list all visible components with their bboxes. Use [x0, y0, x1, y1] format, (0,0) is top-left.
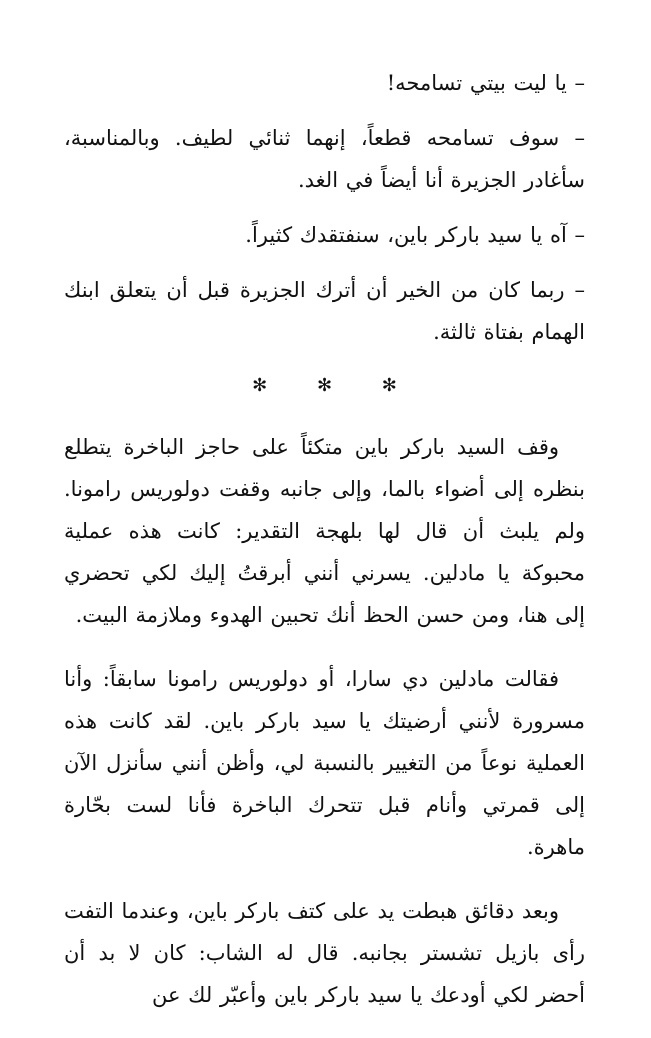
dialogue-line: – آه يا سيد باركر باين، سنفتقدك كثيراً. [245, 223, 585, 247]
dialogue-line: – سوف تسامحه قطعاً، إنهما ثنائي لطيف. وبالمناسبة، سأغادر الجزيرة أنا أيضاً في الغد. [64, 126, 585, 192]
book-page [64, 62, 585, 1038]
dialogue-line: – ربما كان من الخير أن أترك الجزيرة قبل أن يتعلق ابنك الهمام بفتاة ثالثة. [64, 278, 585, 344]
dialogue-line: – يا ليت بيتي تسامحه! [386, 71, 585, 95]
narrative-paragraph: فقالت مادلين دي سارا، أو دولوريس رامونا سابقاً: وأنا مسرورة لأنني أرضيتك يا سيد باركر باين. لقد كانت هذه العملية نوعاً من التغيير بالنسبة لي، وأظن أنني سأنزل الآن إلى قمرتي وأنام قبل تتحرك الباخرة فأنا لست بحّارة ماهرة. [64, 667, 585, 859]
narrative-paragraph: وقف السيد باركر باين متكئاً على حاجز الباخرة يتطلع بنظره إلى أضواء بالما، وإلى جانبه وقفت دولوريس رامونا. ولم يلبث أن قال لها بلهجة التقدير: كانت هذه عملية محبوكة يا مادلين. يسرني أنني أبرقتُ إليك لكي تحضري إلى هنا، ومن حسن الحظ أنك تحبين الهدوء وملازمة البيت. [64, 435, 585, 627]
narrative-paragraph: وبعد دقائق هبطت يد على كتف باركر باين، وعندما التفت رأى بازيل تشستر بجانبه. قال له الشاب: كان لا بد أن أحضر لكي أودعك يا سيد باركر باين وأعبّر لك عن [64, 899, 585, 1007]
section-separator: ✻ ✻ ✻ [252, 375, 419, 396]
